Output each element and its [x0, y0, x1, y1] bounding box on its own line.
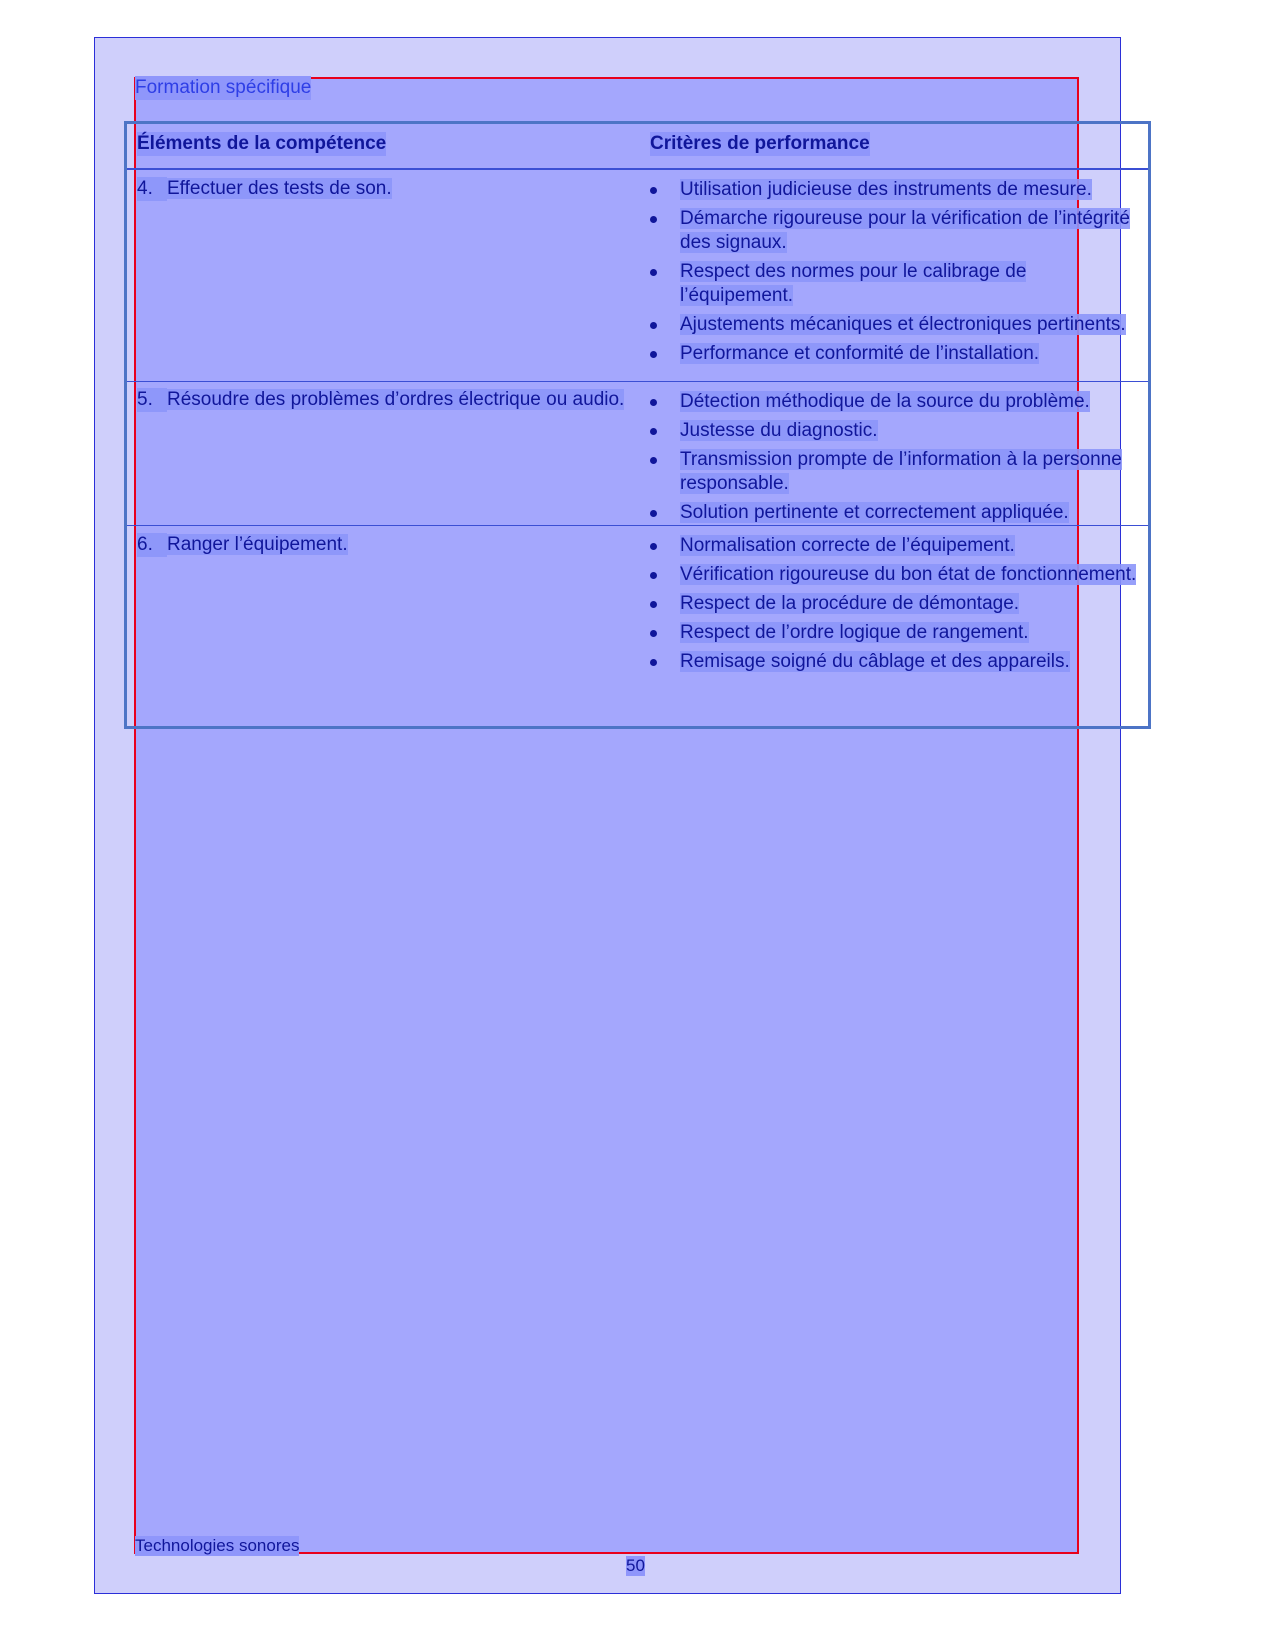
table-header-row	[127, 124, 1148, 169]
element-item	[137, 533, 647, 557]
bullet-icon	[650, 269, 657, 276]
list-item: Respect des normes pour le calibrage de l’équipement.	[650, 260, 1140, 308]
bullet-icon	[650, 601, 657, 608]
element-text: Ranger l’équipement.	[167, 534, 348, 555]
bullet-icon	[650, 572, 657, 579]
bullet-icon	[650, 659, 657, 666]
criteria-list	[650, 534, 1140, 674]
table-row	[127, 525, 1148, 726]
competence-table	[124, 121, 1151, 729]
bullet-icon	[650, 428, 657, 435]
column-header-elements: Éléments de la compétence	[137, 133, 387, 154]
list-item: Normalisation correcte de l’équipement.	[650, 534, 1140, 558]
list-item: Justesse du diagnostic.	[650, 419, 1140, 443]
list-item: Détection méthodique de la source du problème.	[650, 390, 1140, 414]
bullet-icon	[650, 187, 657, 194]
list-item: Démarche rigoureuse pour la vérification de l’intégrité des signaux.	[650, 207, 1140, 255]
list-item: Remisage soigné du câblage et des appareils.	[650, 650, 1140, 674]
bullet-icon	[650, 351, 657, 358]
list-item: Performance et conformité de l’installation.	[650, 342, 1140, 366]
list-item: Respect de la procédure de démontage.	[650, 592, 1140, 616]
page-number: 50	[626, 1556, 645, 1575]
list-item: Transmission prompte de l’information à la personne responsable.	[650, 448, 1140, 496]
bullet-icon	[650, 216, 657, 223]
bullet-icon	[650, 322, 657, 329]
element-item	[137, 388, 647, 412]
element-item	[137, 177, 647, 201]
list-item: Ajustements mécaniques et électroniques pertinents.	[650, 313, 1140, 337]
list-item: Solution pertinente et correctement appliquée.	[650, 501, 1140, 525]
criteria-list	[650, 178, 1140, 366]
column-header-criteria: Critères de performance	[650, 133, 870, 154]
element-text: Effectuer des tests de son.	[167, 178, 392, 199]
footer-program-name: Technologies sonores	[135, 1536, 300, 1555]
element-number: 5.	[137, 388, 167, 412]
table-row	[127, 381, 1148, 525]
bullet-icon	[650, 630, 657, 637]
bullet-icon	[650, 543, 657, 550]
element-number: 6.	[137, 533, 167, 557]
bullet-icon	[650, 510, 657, 517]
criteria-list	[650, 390, 1140, 525]
bullet-icon	[650, 399, 657, 406]
list-item: Respect de l’ordre logique de rangement.	[650, 621, 1140, 645]
section-title: Formation spécifique	[135, 77, 312, 98]
element-text: Résoudre des problèmes d’ordres électrique ou audio.	[167, 389, 625, 410]
element-number: 4.	[137, 177, 167, 201]
bullet-icon	[650, 457, 657, 464]
list-item: Utilisation judicieuse des instruments de mesure.	[650, 178, 1140, 202]
list-item: Vérification rigoureuse du bon état de fonctionnement.	[650, 563, 1140, 587]
table-row	[127, 169, 1148, 381]
